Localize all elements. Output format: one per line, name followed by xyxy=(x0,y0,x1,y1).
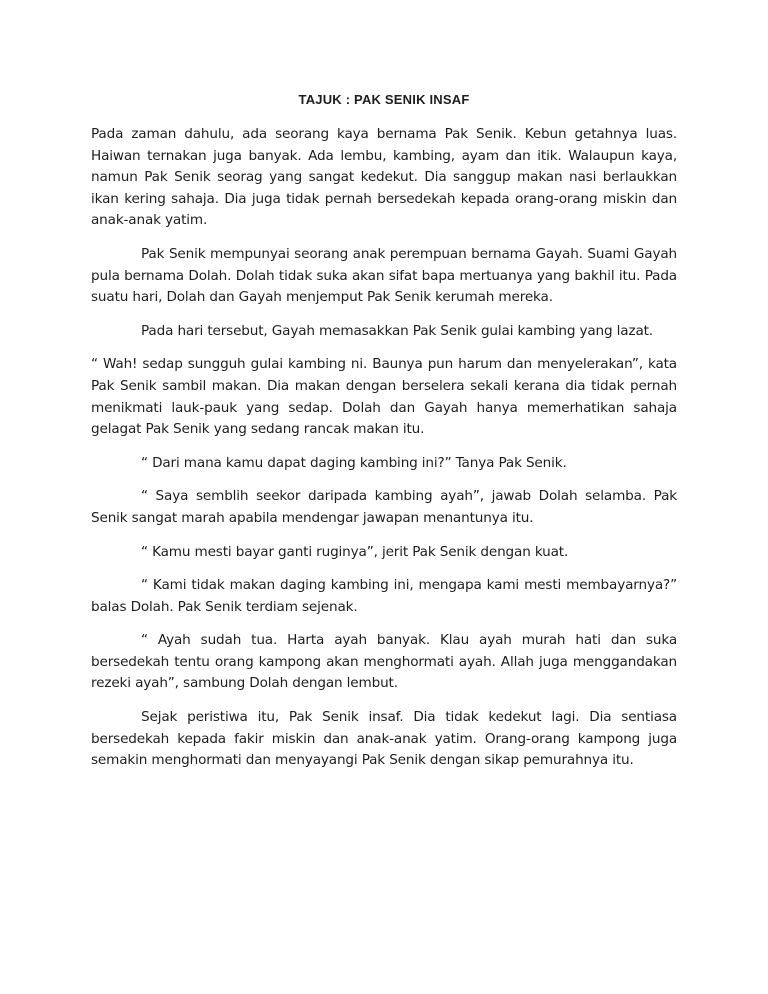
paragraph-4: “ Wah! sedap sungguh gulai kambing ni. Baunya pun harum dan menyelerakan”, kata Pak Senik sambil makan. Dia makan dengan berselera sekali kerana dia tidak pernah menikmati lauk-pauk yang sedap. Dolah dan Gayah hanya memerhatikan sahaja gelagat Pak Senik yang sedang rancak makan itu. xyxy=(91,356,677,438)
paragraph-1: Pada zaman dahulu, ada seorang kaya bernama Pak Senik. Kebun getahnya luas. Haiwan ternakan juga banyak. Ada lembu, kambing, ayam dan itik. Walaupun kaya, namun Pak Senik seorag yang sangat kedekut. Dia sanggup makan nasi berlaukkan ikan kering sahaja. Dia juga tidak pernah bersedekah kepada orang-orang miskin dan anak-anak yatim. xyxy=(91,126,677,229)
paragraph-9: “ Ayah sudah tua. Harta ayah banyak. Klau ayah murah hati dan suka bersedekah tentu orang kampong akan menghormati ayah. Allah juga menggandakan rezeki ayah”, sambung Dolah dengan lembut. xyxy=(91,632,677,692)
document-title: TAJUK : PAK SENIK INSAF xyxy=(298,92,470,107)
paragraph-7: “ Kamu mesti bayar ganti ruginya”, jerit Pak Senik dengan kuat. xyxy=(141,543,569,560)
paragraph-8: “ Kami tidak makan daging kambing ini, mengapa kami mesti membayarnya?” balas Dolah. Pak Senik terdiam sejenak. xyxy=(91,577,677,615)
paragraph-10: Sejak peristiwa itu, Pak Senik insaf. Dia tidak kedekut lagi. Dia sentiasa bersedekah kepada fakir miskin dan anak-anak yatim. Orang-orang kampong juga semakin menghormati dan menyayangi Pak Senik dengan sikap pemurahnya itu. xyxy=(91,709,677,769)
paragraph-5: “ Dari mana kamu dapat daging kambing ini?” Tanya Pak Senik. xyxy=(141,454,567,471)
document-page xyxy=(91,90,677,784)
paragraph-3: Pada hari tersebut, Gayah memasakkan Pak Senik gulai kambing yang lazat. xyxy=(141,322,653,339)
paragraph-6: “ Saya semblih seekor daripada kambing ayah”, jawab Dolah selamba. Pak Senik sangat marah apabila mendengar jawapan menantunya itu. xyxy=(91,488,677,526)
paragraph-2: Pak Senik mempunyai seorang anak perempuan bernama Gayah. Suami Gayah pula bernama Dolah. Dolah tidak suka akan sifat bapa mertuanya yang bakhil itu. Pada suatu hari, Dolah dan Gayah menjemput Pak Senik kerumah mereka. xyxy=(91,245,677,306)
